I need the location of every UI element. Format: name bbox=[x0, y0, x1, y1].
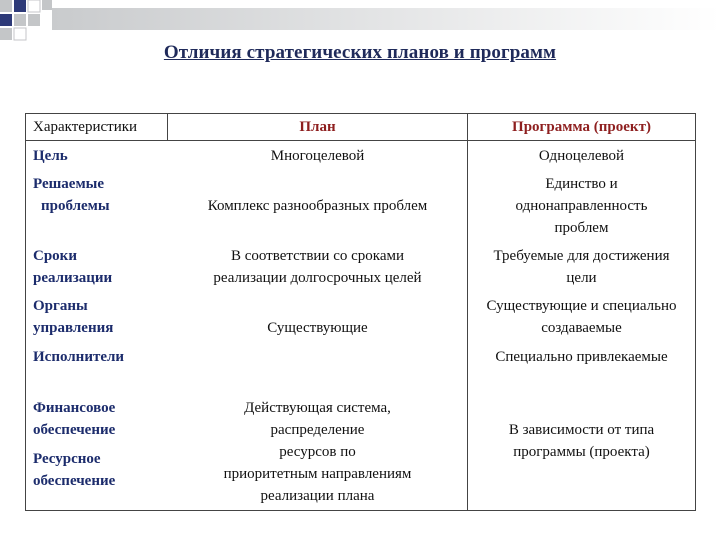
header-characteristics: Характеристики bbox=[33, 119, 138, 135]
row-governance-program: Существующие и специально создаваемые bbox=[486, 298, 677, 336]
row-executors-program: Специально привлекаемые bbox=[495, 349, 668, 365]
row-resources-plan: Действующая система, распределение ресурсов по приоритетным направлениям реализации плана bbox=[223, 400, 412, 504]
row-goal-label: Цель bbox=[33, 148, 68, 164]
row-resources-label: Ресурсное обеспечение bbox=[33, 451, 116, 489]
row-financing-label: Финансовое обеспечение bbox=[33, 400, 116, 438]
row-terms-label: Сроки реализации bbox=[33, 248, 113, 286]
slide-title: Отличия стратегических планов и программ bbox=[163, 42, 557, 63]
row-terms-plan: В соответствии со сроками реализации долгосрочных целей bbox=[213, 248, 422, 286]
row-resources-program: В зависимости от типа программы (проекта) bbox=[508, 422, 655, 460]
row-problems-label: Решаемые проблемы bbox=[33, 176, 110, 214]
row-goal-program: Одноцелевой bbox=[538, 148, 625, 164]
header-decoration bbox=[0, 0, 720, 42]
row-terms-program: Требуемые для достижения цели bbox=[493, 248, 670, 286]
row-problems-program: Единство и однонаправленность проблем bbox=[515, 176, 648, 236]
row-governance-label: Органы управления bbox=[33, 298, 114, 336]
header-plan: План bbox=[299, 119, 336, 135]
row-goal-plan: Многоцелевой bbox=[270, 148, 365, 164]
row-problems-plan: Комплекс разнообразных проблем bbox=[207, 198, 428, 214]
header-gradient-bar bbox=[52, 8, 720, 30]
row-governance-plan: Существующие bbox=[267, 320, 368, 336]
row-executors-label: Исполнители bbox=[33, 349, 125, 365]
header-program: Программа (проект) bbox=[512, 119, 651, 135]
